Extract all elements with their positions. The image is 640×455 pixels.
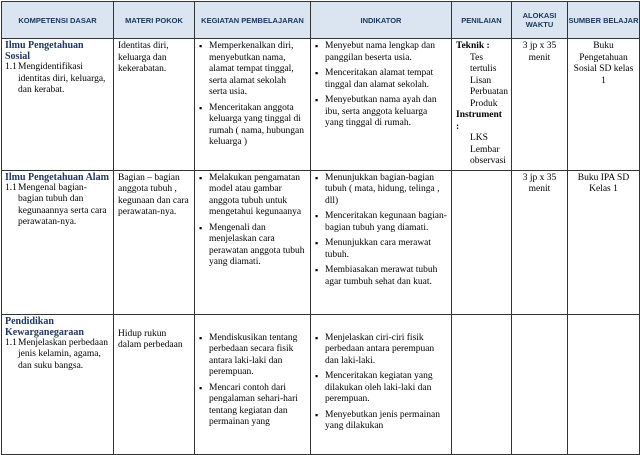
list-item: ▪ Menceritakan alamat tempat tinggal dan alamat sekolah. [325,68,447,91]
sumber-text: Buku Pengetahuan Sosial SD kelas 1 [573,41,634,86]
list-item: ▪ Mencari contoh dari pengalaman sehari-hari tentang kegiatan dan permainan yang [209,383,306,429]
kd-item [2,62,113,97]
header-alokasi-waktu: ALOKASI WAKTU [512,2,568,39]
kompetensi-cell [2,39,114,171]
penilaian-cell [452,170,512,314]
kd-text: Menjelaskan perbedaan jenis kelamin, agama, dan suku bangsa. [18,337,108,371]
section-title: Ilmu Pengetahuan Sosial [5,40,84,62]
indikator-list [311,333,451,433]
materi-cell [114,39,195,171]
list-item: ▪ Menceritakan kegiatan yang dilakukan oleh laki-laki dan perempuan. [325,371,447,406]
penilaian-cell [452,39,512,171]
sumber-cell [568,170,640,314]
alokasi-cell [512,170,568,314]
alokasi-cell [512,39,568,171]
kompetensi-cell [2,170,114,314]
list-item: ▪ Mengenali dan menjelaskan cara perawatan anggota tubuh yang diamati. [209,223,306,269]
instrumen-item: LKS [470,133,488,143]
kegiatan-list [195,41,310,149]
instrumen-item: Lembar observasi [470,144,506,166]
sumber-text: Buku IPA SD Kelas 1 [577,172,630,194]
alokasi-text: 3 jp x 35 menit [522,172,557,194]
kegiatan-cell [195,170,311,314]
kd-number: 1.1 [5,62,17,72]
kd-number: 1.1 [5,182,17,193]
materi-text: Bagian – bagian anggota tubuh , kegunaan dan cara perawatan-nya. [118,172,189,217]
kd-number: 1.1 [5,337,17,348]
alokasi-cell [512,314,568,454]
kd-item [2,183,113,229]
kegiatan-list [195,173,310,269]
section-title: Ilmu Pengetahuan Alam [5,171,109,183]
penilaian-cell [452,314,512,454]
list-item: ▪ Menyebutkan jenis permainan yang dilakukan [325,410,447,433]
teknik-item: Lisan [470,75,492,86]
header-penilaian: PENILAIAN [452,2,512,39]
indikator-list [311,173,451,289]
kd-item [2,338,113,373]
header-sumber-belajar: SUMBER BELAJAR [568,2,640,39]
instrumen-label: Instrument : [456,110,502,132]
kegiatan-cell [195,39,311,171]
teknik-item: Perbuatan [470,87,508,97]
teknik-item: Tes tertulis [470,52,497,74]
list-item: ▪ Mendiskusikan tentang perbedaan secara fisik antara laki-laki dan perempuan. [209,333,306,379]
kd-text: Mengidentifikasi identitas diri, keluarga, dan kerabat. [18,62,106,95]
materi-text: Hidup rukun dalam perbedaan [118,328,183,350]
teknik-item: Produk [470,98,498,109]
list-item: ▪ Menunjukkan cara merawat tubuh. [325,238,447,261]
list-item: ▪ Menceritakan kegunaan bagian-bagian tubuh yang diamati. [325,211,447,234]
list-item: ▪ Menyebut nama lengkap dan panggilan beserta usia. [325,41,447,64]
header-kegiatan: KEGIATAN PEMBELAJARAN [195,2,311,39]
kompetensi-cell [2,314,114,454]
header-indikator: INDIKATOR [311,2,452,39]
materi-text: Identitas diri, keluarga dan kekerabatan. [118,41,169,74]
list-item: ▪ Membiasakan merawat tubuh agar tumbuh sehat dan kuat. [325,265,447,288]
sumber-cell [568,314,640,454]
list-item: ▪ Menyebutkan nama ayah dan ibu, serta anggota keluarga yang tinggal di rumah. [325,95,447,130]
list-item: ▪ Menceritakan anggota keluarga yang tinggal di rumah ( nama, hubungan keluarga ) [209,103,306,149]
kd-text: Mengenal bagian-bagian tubuh dan kegunaannya serta cara perawatan-nya. [18,182,107,227]
indikator-list [311,41,451,130]
header-materi-pokok: MATERI POKOK [114,2,195,39]
header-kompetensi-dasar: KOMPETENSI DASAR [2,2,114,39]
indikator-cell [311,314,452,454]
sumber-cell [568,39,640,171]
list-item: ▪ Menjelaskan ciri-ciri fisik perbedaan antara perempuan dan laki-laki. [325,333,447,368]
kegiatan-cell [195,314,311,454]
list-item: ▪ Menunjukkan bagian-bagian tubuh ( mata, hidung, telinga , dll) [325,173,447,208]
list-item: ▪ Memperkenalkan diri, menyebutkan nama, alamat tempat tinggal, serta alamat sekolah serta usia. [209,41,306,99]
syllabus-table [1,1,640,455]
table-row [2,170,640,314]
list-item: ▪ Melakukan pengamatan model atau gambar anggota tubuh untuk mengetahui kegunaanya [209,173,306,219]
table-row [2,39,640,171]
materi-cell [114,170,195,314]
kegiatan-list [195,333,310,429]
header-row [2,2,640,39]
teknik-label: Teknik : [456,41,490,51]
section-title: Pendidikan Kewarganegaraan [5,315,84,338]
indikator-cell [311,170,452,314]
penilaian-block [452,39,511,170]
table-row [2,314,640,454]
materi-cell [114,314,195,454]
alokasi-text: 3 jp x 35 menit [522,41,557,63]
indikator-cell [311,39,452,171]
